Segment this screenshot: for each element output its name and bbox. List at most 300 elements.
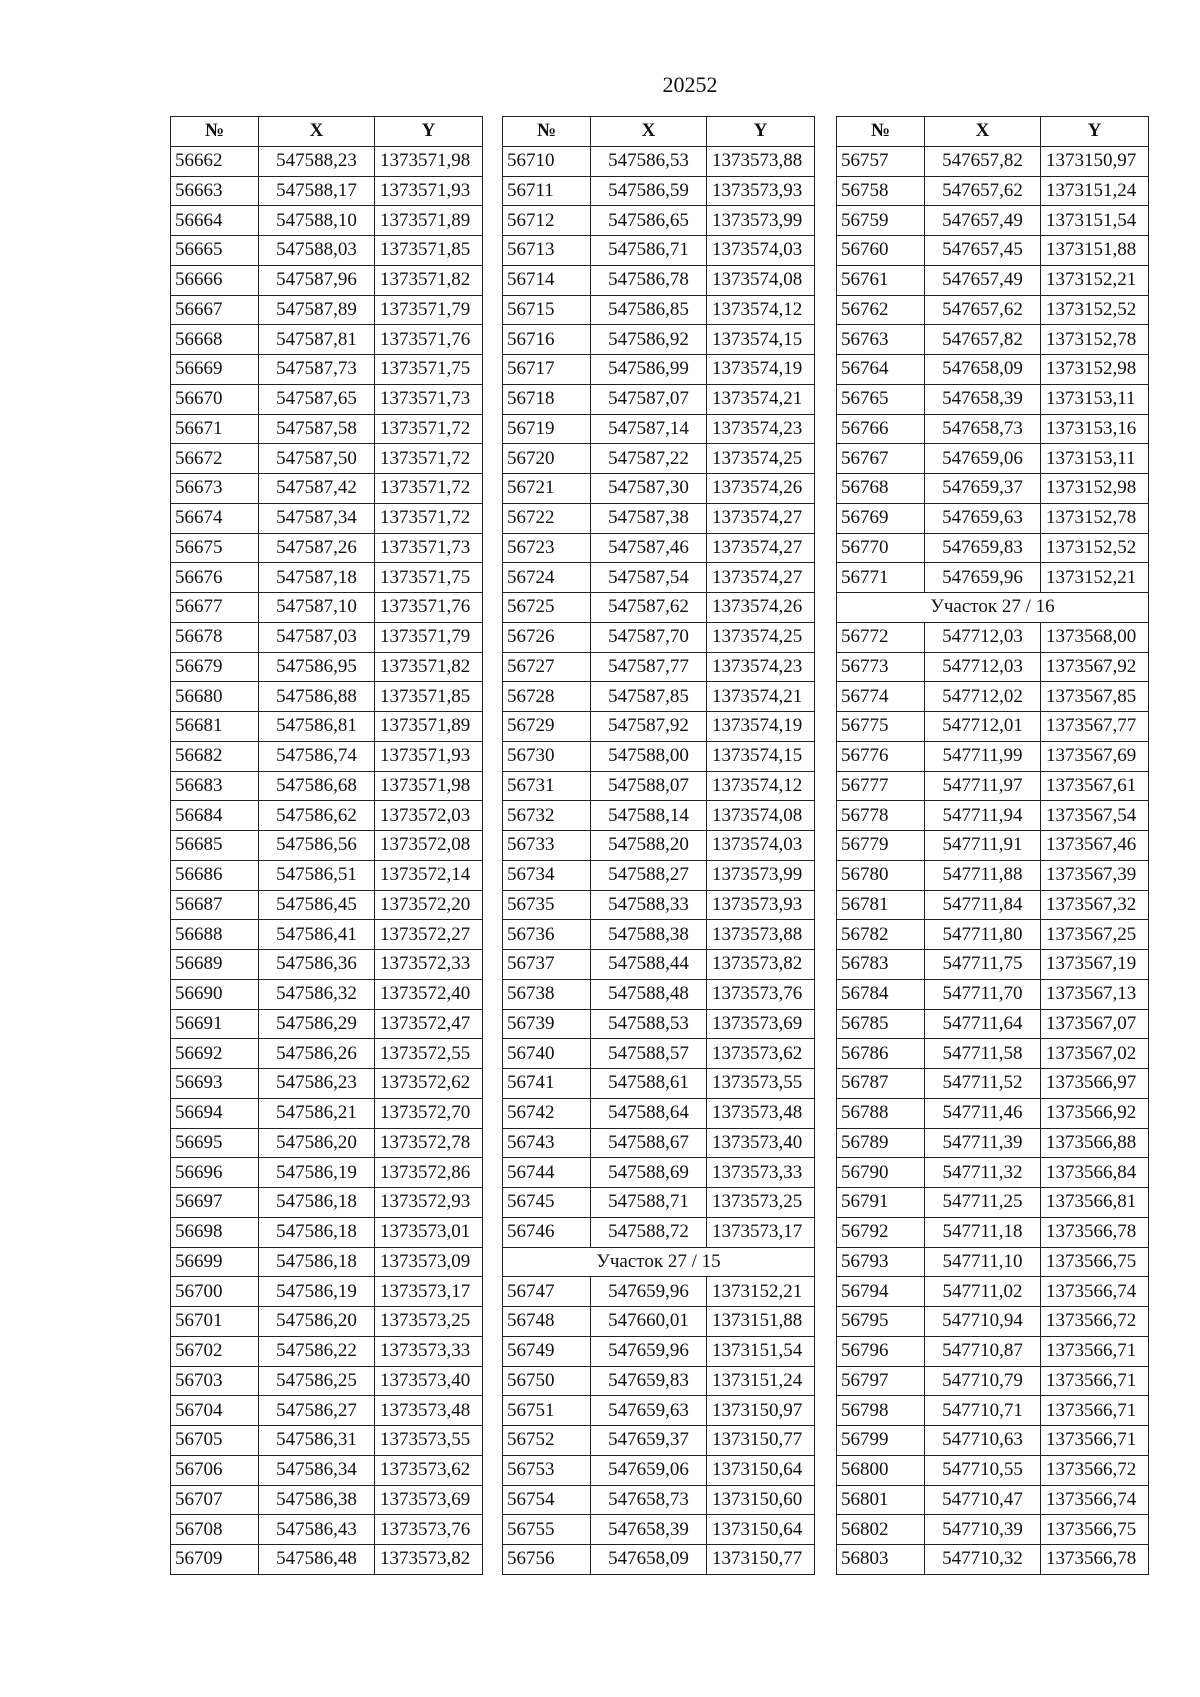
table-header-row [503, 117, 815, 147]
x-coordinate: 547588,10 [259, 206, 375, 236]
point-number: 56773 [837, 652, 925, 682]
point-number: 56754 [503, 1485, 591, 1515]
y-coordinate: 1373571,93 [375, 176, 483, 206]
x-coordinate: 547659,06 [591, 1455, 707, 1485]
point-number: 56755 [503, 1515, 591, 1545]
table-row [503, 1515, 815, 1545]
y-coordinate: 1373150,77 [707, 1426, 815, 1456]
x-coordinate: 547711,99 [925, 741, 1041, 771]
table-row [503, 950, 815, 980]
table-row [171, 206, 483, 236]
point-number: 56782 [837, 920, 925, 950]
x-coordinate: 547711,32 [925, 1158, 1041, 1188]
y-coordinate: 1373573,88 [707, 920, 815, 950]
table-row [503, 1426, 815, 1456]
y-coordinate: 1373571,72 [375, 444, 483, 474]
x-coordinate: 547586,99 [591, 355, 707, 385]
y-coordinate: 1373152,52 [1041, 533, 1149, 563]
table-row [503, 503, 815, 533]
y-coordinate: 1373567,77 [1041, 712, 1149, 742]
x-coordinate: 547711,97 [925, 771, 1041, 801]
coordinates-table [836, 116, 1149, 1575]
x-coordinate: 547587,42 [259, 474, 375, 504]
x-coordinate: 547659,96 [591, 1277, 707, 1307]
table-row [837, 265, 1149, 295]
table-row [837, 682, 1149, 712]
table-row [171, 1098, 483, 1128]
table-row [503, 1217, 815, 1247]
point-number: 56718 [503, 384, 591, 414]
point-number: 56795 [837, 1307, 925, 1337]
table-row [503, 1307, 815, 1337]
table-row [837, 1515, 1149, 1545]
table-row [837, 979, 1149, 1009]
x-coordinate: 547588,44 [591, 950, 707, 980]
table-row [503, 1485, 815, 1515]
y-coordinate: 1373571,98 [375, 771, 483, 801]
x-coordinate: 547659,96 [591, 1336, 707, 1366]
table-row [503, 295, 815, 325]
table-row [837, 1545, 1149, 1575]
table-row [171, 682, 483, 712]
y-coordinate: 1373567,85 [1041, 682, 1149, 712]
table-row [503, 920, 815, 950]
y-coordinate: 1373152,98 [1041, 355, 1149, 385]
table-row [837, 1426, 1149, 1456]
point-number: 56756 [503, 1545, 591, 1575]
point-number: 56667 [171, 295, 259, 325]
y-coordinate: 1373573,48 [375, 1396, 483, 1426]
y-coordinate: 1373571,82 [375, 652, 483, 682]
table-row [503, 741, 815, 771]
x-coordinate: 547588,33 [591, 890, 707, 920]
table-row [837, 1217, 1149, 1247]
header-y: Y [707, 117, 815, 147]
point-number: 56740 [503, 1039, 591, 1069]
point-number: 56783 [837, 950, 925, 980]
x-coordinate: 547657,82 [925, 325, 1041, 355]
x-coordinate: 547658,73 [925, 414, 1041, 444]
table-row [837, 1158, 1149, 1188]
table-row [837, 1277, 1149, 1307]
point-number: 56706 [171, 1455, 259, 1485]
table-row [503, 860, 815, 890]
x-coordinate: 547586,56 [259, 831, 375, 861]
x-coordinate: 547588,53 [591, 1009, 707, 1039]
point-number: 56785 [837, 1009, 925, 1039]
table-row [837, 1128, 1149, 1158]
x-coordinate: 547711,02 [925, 1277, 1041, 1307]
point-number: 56753 [503, 1455, 591, 1485]
x-coordinate: 547586,27 [259, 1396, 375, 1426]
y-coordinate: 1373152,21 [1041, 265, 1149, 295]
table-row [837, 712, 1149, 742]
table-row [171, 1307, 483, 1337]
y-coordinate: 1373567,07 [1041, 1009, 1149, 1039]
table-row [503, 1277, 815, 1307]
y-coordinate: 1373571,82 [375, 265, 483, 295]
table-row [171, 1515, 483, 1545]
x-coordinate: 547586,29 [259, 1009, 375, 1039]
x-coordinate: 547588,67 [591, 1128, 707, 1158]
point-number: 56715 [503, 295, 591, 325]
table-row [837, 831, 1149, 861]
table-row [171, 920, 483, 950]
point-number: 56675 [171, 533, 259, 563]
y-coordinate: 1373566,71 [1041, 1366, 1149, 1396]
table-row [171, 295, 483, 325]
header-y: Y [1041, 117, 1149, 147]
point-number: 56752 [503, 1426, 591, 1456]
point-number: 56705 [171, 1426, 259, 1456]
y-coordinate: 1373151,88 [707, 1307, 815, 1337]
y-coordinate: 1373566,78 [1041, 1217, 1149, 1247]
table-row [837, 801, 1149, 831]
x-coordinate: 547588,72 [591, 1217, 707, 1247]
y-coordinate: 1373566,84 [1041, 1158, 1149, 1188]
section-row [503, 1247, 815, 1277]
table-row [171, 831, 483, 861]
table-row [503, 414, 815, 444]
table-row [837, 1039, 1149, 1069]
y-coordinate: 1373572,93 [375, 1188, 483, 1218]
point-number: 56728 [503, 682, 591, 712]
x-coordinate: 547586,34 [259, 1455, 375, 1485]
table-row [171, 355, 483, 385]
point-number: 56664 [171, 206, 259, 236]
x-coordinate: 547710,47 [925, 1485, 1041, 1515]
point-number: 56672 [171, 444, 259, 474]
y-coordinate: 1373567,39 [1041, 860, 1149, 890]
table-row [837, 1009, 1149, 1039]
point-number: 56792 [837, 1217, 925, 1247]
header-number: № [837, 117, 925, 147]
point-number: 56666 [171, 265, 259, 295]
point-number: 56778 [837, 801, 925, 831]
header-x: X [591, 117, 707, 147]
y-coordinate: 1373571,79 [375, 622, 483, 652]
table-row [837, 355, 1149, 385]
point-number: 56688 [171, 920, 259, 950]
y-coordinate: 1373571,89 [375, 712, 483, 742]
point-number: 56708 [171, 1515, 259, 1545]
y-coordinate: 1373152,52 [1041, 295, 1149, 325]
x-coordinate: 547712,03 [925, 652, 1041, 682]
point-number: 56674 [171, 503, 259, 533]
y-coordinate: 1373571,98 [375, 146, 483, 176]
x-coordinate: 547586,92 [591, 325, 707, 355]
table-row [837, 950, 1149, 980]
x-coordinate: 547660,01 [591, 1307, 707, 1337]
x-coordinate: 547587,46 [591, 533, 707, 563]
table-row [837, 563, 1149, 593]
y-coordinate: 1373571,93 [375, 741, 483, 771]
table-row [837, 384, 1149, 414]
table-row [503, 593, 815, 623]
y-coordinate: 1373572,33 [375, 950, 483, 980]
x-coordinate: 547657,49 [925, 206, 1041, 236]
x-coordinate: 547586,74 [259, 741, 375, 771]
x-coordinate: 547588,61 [591, 1069, 707, 1099]
x-coordinate: 547588,20 [591, 831, 707, 861]
y-coordinate: 1373573,76 [707, 979, 815, 1009]
x-coordinate: 547588,48 [591, 979, 707, 1009]
point-number: 56790 [837, 1158, 925, 1188]
x-coordinate: 547587,34 [259, 503, 375, 533]
x-coordinate: 547657,82 [925, 146, 1041, 176]
point-number: 56703 [171, 1366, 259, 1396]
point-number: 56679 [171, 652, 259, 682]
x-coordinate: 547588,64 [591, 1098, 707, 1128]
x-coordinate: 547659,37 [591, 1426, 707, 1456]
table-row [503, 622, 815, 652]
x-coordinate: 547711,88 [925, 860, 1041, 890]
x-coordinate: 547586,22 [259, 1336, 375, 1366]
point-number: 56704 [171, 1396, 259, 1426]
x-coordinate: 547586,21 [259, 1098, 375, 1128]
table-row [171, 950, 483, 980]
y-coordinate: 1373573,33 [375, 1336, 483, 1366]
point-number: 56802 [837, 1515, 925, 1545]
point-number: 56766 [837, 414, 925, 444]
table-row [171, 444, 483, 474]
x-coordinate: 547586,88 [259, 682, 375, 712]
y-coordinate: 1373573,93 [707, 176, 815, 206]
y-coordinate: 1373574,03 [707, 831, 815, 861]
y-coordinate: 1373571,76 [375, 325, 483, 355]
y-coordinate: 1373574,25 [707, 622, 815, 652]
point-number: 56717 [503, 355, 591, 385]
x-coordinate: 547586,68 [259, 771, 375, 801]
y-coordinate: 1373574,21 [707, 384, 815, 414]
point-number: 56720 [503, 444, 591, 474]
point-number: 56665 [171, 236, 259, 266]
y-coordinate: 1373567,25 [1041, 920, 1149, 950]
y-coordinate: 1373572,55 [375, 1039, 483, 1069]
x-coordinate: 547711,84 [925, 890, 1041, 920]
y-coordinate: 1373572,03 [375, 801, 483, 831]
y-coordinate: 1373573,93 [707, 890, 815, 920]
x-coordinate: 547588,71 [591, 1188, 707, 1218]
y-coordinate: 1373151,24 [1041, 176, 1149, 206]
point-number: 56721 [503, 474, 591, 504]
y-coordinate: 1373567,92 [1041, 652, 1149, 682]
y-coordinate: 1373567,13 [1041, 979, 1149, 1009]
table-row [171, 801, 483, 831]
table-row [837, 890, 1149, 920]
point-number: 56780 [837, 860, 925, 890]
y-coordinate: 1373152,21 [707, 1277, 815, 1307]
table-row [837, 1455, 1149, 1485]
point-number: 56793 [837, 1247, 925, 1277]
x-coordinate: 547659,63 [591, 1396, 707, 1426]
y-coordinate: 1373150,97 [1041, 146, 1149, 176]
x-coordinate: 547586,71 [591, 236, 707, 266]
x-coordinate: 547712,02 [925, 682, 1041, 712]
x-coordinate: 547587,07 [591, 384, 707, 414]
point-number: 56682 [171, 741, 259, 771]
y-coordinate: 1373566,81 [1041, 1188, 1149, 1218]
y-coordinate: 1373573,82 [375, 1545, 483, 1575]
x-coordinate: 547586,41 [259, 920, 375, 950]
table-row [837, 1188, 1149, 1218]
x-coordinate: 547710,71 [925, 1396, 1041, 1426]
table-row [171, 503, 483, 533]
table-row [503, 890, 815, 920]
point-number: 56775 [837, 712, 925, 742]
point-number: 56722 [503, 503, 591, 533]
x-coordinate: 547710,55 [925, 1455, 1041, 1485]
point-number: 56768 [837, 474, 925, 504]
y-coordinate: 1373153,11 [1041, 444, 1149, 474]
point-number: 56735 [503, 890, 591, 920]
y-coordinate: 1373572,20 [375, 890, 483, 920]
y-coordinate: 1373573,99 [707, 860, 815, 890]
x-coordinate: 547587,14 [591, 414, 707, 444]
x-coordinate: 547587,92 [591, 712, 707, 742]
table-row [171, 1545, 483, 1575]
y-coordinate: 1373573,55 [375, 1426, 483, 1456]
table-row [837, 295, 1149, 325]
point-number: 56799 [837, 1426, 925, 1456]
x-coordinate: 547587,65 [259, 384, 375, 414]
table-row [503, 265, 815, 295]
header-number: № [171, 117, 259, 147]
table-row [503, 1158, 815, 1188]
point-number: 56701 [171, 1307, 259, 1337]
x-coordinate: 547710,79 [925, 1366, 1041, 1396]
point-number: 56781 [837, 890, 925, 920]
point-number: 56761 [837, 265, 925, 295]
x-coordinate: 547659,83 [591, 1366, 707, 1396]
point-number: 56685 [171, 831, 259, 861]
point-number: 56684 [171, 801, 259, 831]
point-number: 56764 [837, 355, 925, 385]
y-coordinate: 1373574,26 [707, 593, 815, 623]
x-coordinate: 547658,73 [591, 1485, 707, 1515]
y-coordinate: 1373567,54 [1041, 801, 1149, 831]
table-row [503, 325, 815, 355]
table-row [503, 979, 815, 1009]
table-row [171, 1039, 483, 1069]
x-coordinate: 547586,20 [259, 1128, 375, 1158]
point-number: 56803 [837, 1545, 925, 1575]
x-coordinate: 547587,54 [591, 563, 707, 593]
y-coordinate: 1373566,71 [1041, 1336, 1149, 1366]
point-number: 56801 [837, 1485, 925, 1515]
x-coordinate: 547711,39 [925, 1128, 1041, 1158]
y-coordinate: 1373571,89 [375, 206, 483, 236]
point-number: 56694 [171, 1098, 259, 1128]
y-coordinate: 1373573,17 [375, 1277, 483, 1307]
x-coordinate: 547711,18 [925, 1217, 1041, 1247]
point-number: 56774 [837, 682, 925, 712]
y-coordinate: 1373567,32 [1041, 890, 1149, 920]
table-row [503, 1455, 815, 1485]
point-number: 56784 [837, 979, 925, 1009]
point-number: 56797 [837, 1366, 925, 1396]
x-coordinate: 547587,89 [259, 295, 375, 325]
y-coordinate: 1373573,99 [707, 206, 815, 236]
y-coordinate: 1373566,92 [1041, 1098, 1149, 1128]
x-coordinate: 547586,51 [259, 860, 375, 890]
y-coordinate: 1373151,54 [707, 1336, 815, 1366]
point-number: 56714 [503, 265, 591, 295]
point-number: 56744 [503, 1158, 591, 1188]
table-row [171, 474, 483, 504]
x-coordinate: 547586,85 [591, 295, 707, 325]
y-coordinate: 1373153,11 [1041, 384, 1149, 414]
x-coordinate: 547586,95 [259, 652, 375, 682]
point-number: 56673 [171, 474, 259, 504]
point-number: 56772 [837, 622, 925, 652]
table-row [837, 1336, 1149, 1366]
table-row [837, 444, 1149, 474]
y-coordinate: 1373571,73 [375, 533, 483, 563]
point-number: 56724 [503, 563, 591, 593]
x-coordinate: 547659,96 [925, 563, 1041, 593]
x-coordinate: 547588,00 [591, 741, 707, 771]
point-number: 56663 [171, 176, 259, 206]
point-number: 56690 [171, 979, 259, 1009]
table-row [503, 1188, 815, 1218]
y-coordinate: 1373573,76 [375, 1515, 483, 1545]
table-row [503, 355, 815, 385]
point-number: 56788 [837, 1098, 925, 1128]
x-coordinate: 547711,64 [925, 1009, 1041, 1039]
table-row [171, 236, 483, 266]
y-coordinate: 1373573,17 [707, 1217, 815, 1247]
coordinates-table [170, 116, 483, 1575]
y-coordinate: 1373573,62 [375, 1455, 483, 1485]
y-coordinate: 1373574,15 [707, 741, 815, 771]
table-row [503, 1336, 815, 1366]
x-coordinate: 547711,80 [925, 920, 1041, 950]
y-coordinate: 1373574,26 [707, 474, 815, 504]
point-number: 56798 [837, 1396, 925, 1426]
table-row [503, 146, 815, 176]
point-number: 56726 [503, 622, 591, 652]
point-number: 56707 [171, 1485, 259, 1515]
y-coordinate: 1373574,08 [707, 265, 815, 295]
table-row [171, 1217, 483, 1247]
y-coordinate: 1373573,09 [375, 1247, 483, 1277]
point-number: 56678 [171, 622, 259, 652]
table-row [837, 503, 1149, 533]
y-coordinate: 1373573,48 [707, 1098, 815, 1128]
y-coordinate: 1373571,73 [375, 384, 483, 414]
y-coordinate: 1373573,69 [375, 1485, 483, 1515]
table-row [503, 206, 815, 236]
y-coordinate: 1373571,79 [375, 295, 483, 325]
table-row [837, 533, 1149, 563]
table-row [837, 1307, 1149, 1337]
point-number: 56737 [503, 950, 591, 980]
x-coordinate: 547657,62 [925, 176, 1041, 206]
table-row [837, 771, 1149, 801]
y-coordinate: 1373573,40 [375, 1366, 483, 1396]
x-coordinate: 547711,91 [925, 831, 1041, 861]
table-row [171, 1069, 483, 1099]
point-number: 56800 [837, 1455, 925, 1485]
x-coordinate: 547710,94 [925, 1307, 1041, 1337]
y-coordinate: 1373573,82 [707, 950, 815, 980]
y-coordinate: 1373574,27 [707, 503, 815, 533]
x-coordinate: 547588,17 [259, 176, 375, 206]
y-coordinate: 1373566,75 [1041, 1247, 1149, 1277]
point-number: 56669 [171, 355, 259, 385]
y-coordinate: 1373574,12 [707, 295, 815, 325]
